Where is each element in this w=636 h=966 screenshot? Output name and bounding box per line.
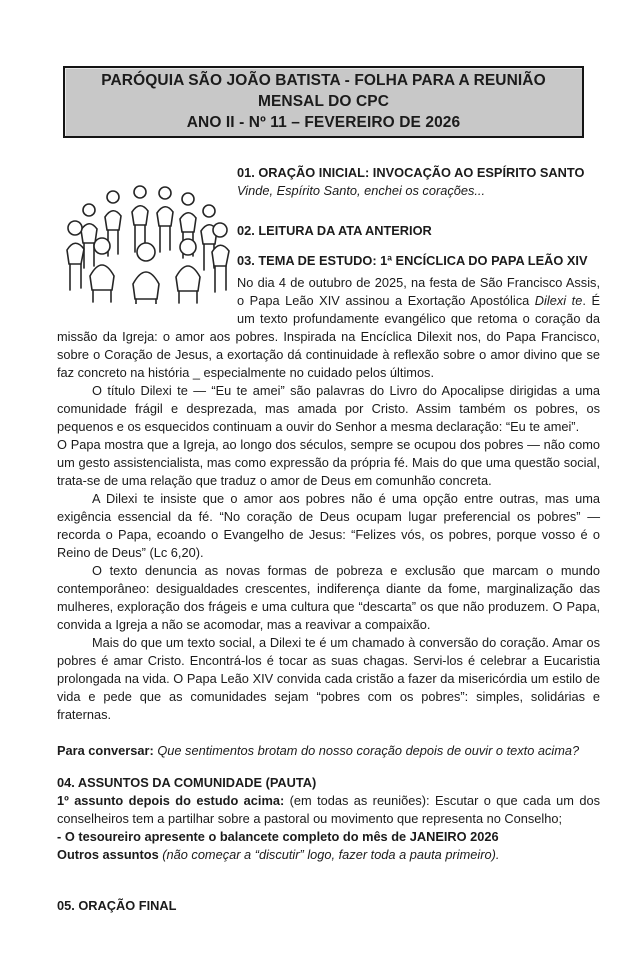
person-figure [132,186,148,252]
person-figure [67,221,84,290]
other-subjects-line [57,846,600,864]
study-paragraph-4: A Dilexi te insiste que o amor aos pobres não é uma opção entre outras, mas uma exigência essencial da fé. “No coração de Deus ocupam lugar preferencial os pobres” — recorda o Papa, ecoando o Evangelho de Jesus: “Felizes vós, os pobres, porque vosso é o Reino de Deus” (Lc 6,20). [57,491,600,560]
first-subject-label: 1º assunto depois do estudo acima: [57,793,285,808]
agenda-item-01-title: 01. ORAÇÃO INICIAL: INVOCAÇÃO AO ESPÍRITO SANTO [237,165,585,180]
agenda-item-05-title: 05. ORAÇÃO FINAL [57,898,177,913]
text-run: . É um texto profundamente evangélico que retoma o coração da missão da Igreja: o amor aos pobres. Inspirada na Encíclica Dilexit nos, do Papa Francisco, sobre o Coração de Jesus, a exortação dá continuidade à reflexão sobre o amor divino que se faz concreto na história _ especialmente no cuidado pelos últimos. [57,293,600,380]
other-subjects-note: (não começar a “discutir” logo, fazer toda a pauta primeiro). [162,847,500,862]
person-figure [133,243,159,304]
discussion-prompt-label: Para conversar: [57,743,154,758]
study-paragraph-6: Mais do que um texto social, a Dilexi te é um chamado à conversão do coração. Amar os pobres é amar Cristo. Encontrá-los é tocar as suas chagas. Servi-los é celebrar a Eucaristia prolongada na vida. O Papa Leão XIV convida cada cristão a fazer da misericórdia um estilo de vida e pede que as comunidades sejam “pobres com os pobres”: simples, solidárias e fraternas. [57,635,600,722]
text-run: No dia 4 de outubro de 2025, na festa de São Francisco Assis, o Papa Leão XIV assinou a Exortação Apostólica [237,275,600,308]
header-title-line1: PARÓQUIA SÃO JOÃO BATISTA - FOLHA PARA A REUNIÃO MENSAL DO CPC [101,72,546,110]
person-figure [81,204,97,268]
agenda-item-04-first-subject [57,792,600,828]
discussion-prompt-question: Que sentimentos brotam do nosso coração depois de ouvir o texto acima? [157,743,580,758]
study-paragraph-3: O Papa mostra que a Igreja, ao longo dos séculos, sempre se ocupou dos pobres — não como um gesto assistencialista, mas como expressão da própria fé. Mais do que uma questão social, trata-se de uma relação que traduz o amor de Deus em comunhão concreta. [57,437,600,488]
header-title-line2: ANO II - Nº 11 – FEVEREIRO DE 2026 [186,114,461,131]
document-body [57,164,600,915]
meeting-circle-illustration [57,164,237,314]
agenda-item-02-title: 02. LEITURA DA ATA ANTERIOR [237,223,432,238]
person-figure [157,187,173,252]
person-figure [212,223,229,292]
newsletter-page [0,66,636,966]
encyclical-title-italic: Dilexi te [534,293,583,308]
discussion-prompt [57,742,600,760]
opening-prayer-quote: Vinde, Espírito Santo, enchei os corações... [237,183,486,198]
treasurer-report-line: - O tesoureiro apresente o balancete completo do mês de JANEIRO 2026 [57,829,499,844]
first-subject-text: (em todas as reuniões): Escutar o que cada um dos conselheiros tem a partilhar sobre a pastoral ou movimento que representa no Conselho; [57,793,600,826]
person-figure [176,239,200,303]
header-banner [63,66,584,138]
people-circle-drawing [57,164,235,304]
study-paragraph-2: O título Dilexi te — “Eu te amei” são palavras do Livro do Apocalipse dirigidas a uma comunidade frágil e desprezada, mas amada por Cristo. Assim também os pobres, os pequenos e os esquecidos continuam a ouvir do Senhor a mesma declaração: “Eu te amei”. [57,383,600,434]
person-figure [90,238,114,302]
other-subjects-label: Outros assuntos [57,847,159,862]
study-paragraph-5: O texto denuncia as novas formas de pobreza e exclusão que marcam o mundo contemporâneo: desigualdades crescentes, indiferença diante da fome, marginalização das mulheres, exploração dos frágeis e uma cultura que “descarta” os que não produzem. O Papa, convida a Igreja a não se acomodar, mas a reavivar a compaixão. [57,563,600,632]
agenda-item-04-title: 04. ASSUNTOS DA COMUNIDADE (PAUTA) [57,775,317,790]
agenda-item-03-title: 03. TEMA DE ESTUDO: 1ª ENCÍCLICA DO PAPA LEÃO XIV [237,253,588,268]
